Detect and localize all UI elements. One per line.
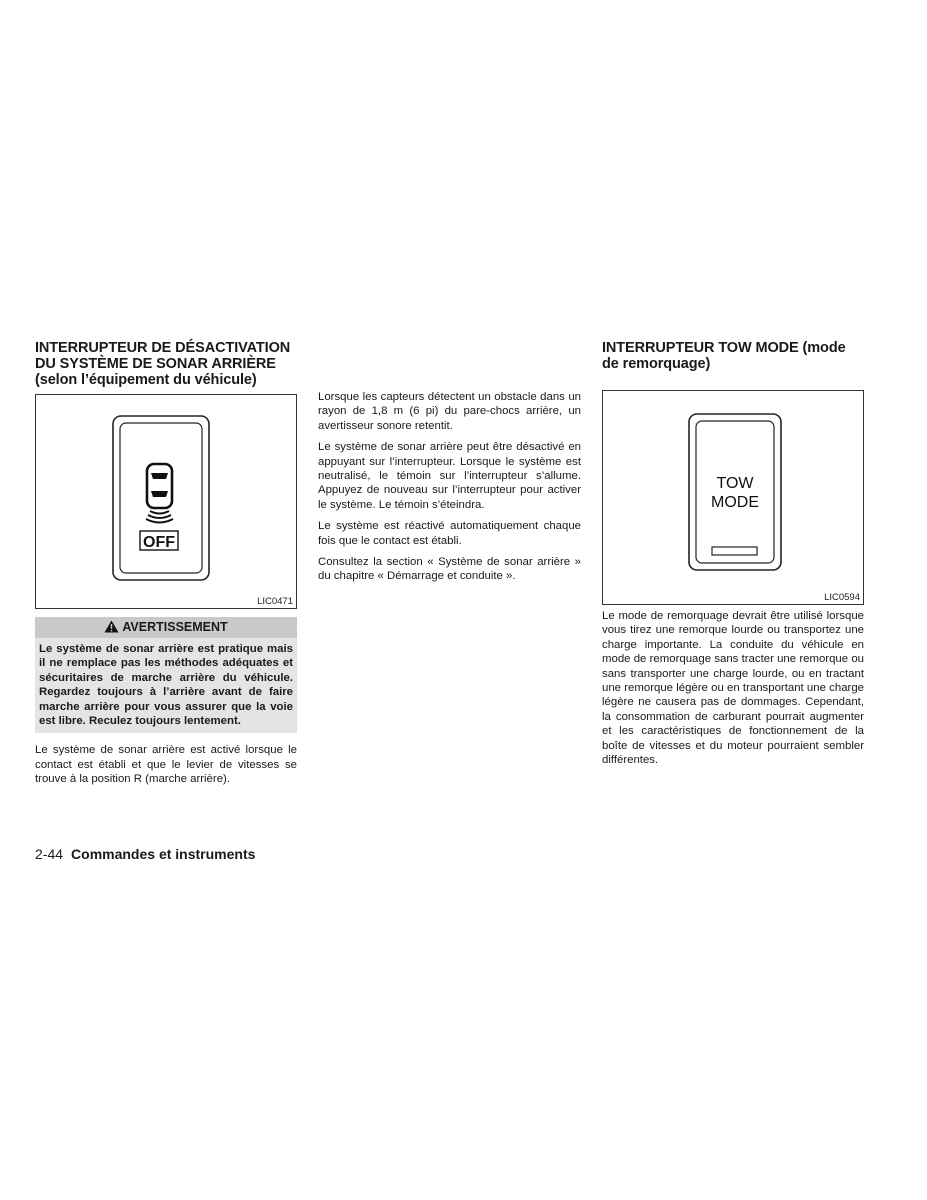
paragraph: Le mode de remorquage devrait être utilisé lorsque vous tirez une remorque lourde ou transportez une charge importante. La conduite du véhicule en mode de remorquage sans tracter une remorque ou sans transporter une charge lourde, ou en tractant une remorque légère ou en transportant une charge légère ne causera pas de dommages. Cependant, la consommation de carburant pourrait augmenter et les caractéristiques de fonctionnement de la boîte de vitesses et du moteur pourraient sembler différentes. xyxy=(602,610,864,767)
tow-mode-switch-figure xyxy=(602,390,864,605)
warning-triangle-icon xyxy=(104,620,119,633)
paragraph: Lorsque les capteurs détectent un obstacle dans un rayon de 1,8 m (6 pi) du pare-chocs arrière, un avertisseur sonore retentit. xyxy=(318,391,581,432)
paragraph: Le système de sonar arrière est activé lorsque le contact est établi et que le levier de vitesses se trouve à la position R (marche arrière). xyxy=(35,744,297,786)
figure-code: LIC0471 xyxy=(257,596,293,607)
heading-line: de remorquage) xyxy=(602,356,711,372)
left-column xyxy=(35,340,297,794)
heading-line-suffix: (mode xyxy=(798,340,846,356)
paragraph: Le système est réactivé automatiquement chaque fois que le contact est établi. xyxy=(318,520,581,547)
page-number: 2-44 xyxy=(35,846,64,862)
heading-line: (selon l’équipement du véhicule) xyxy=(35,372,257,388)
heading-line: INTERRUPTEUR DE DÉSACTIVATION xyxy=(35,340,291,356)
tow-label: TOW xyxy=(716,475,754,492)
right-column xyxy=(602,340,864,774)
sonar-off-switch-illustration xyxy=(36,395,296,608)
middle-column xyxy=(318,390,581,591)
warning-title: AVERTISSEMENT xyxy=(122,620,228,634)
section-heading-sonar xyxy=(35,340,297,388)
paragraph: Consultez la section « Système de sonar arrière » du chapitre « Démarrage et conduite ». xyxy=(318,556,581,583)
chapter-title: Commandes et instruments xyxy=(71,846,256,862)
paragraph: Le système de sonar arrière peut être désactivé en appuyant sur l’interrupteur. Lorsque le système est neutralisé, le témoin sur l’interrupteur s’allume. Appuyez de nouveau sur l’interrupteur pour activer le système. Le témoin s’éteindra. xyxy=(318,441,581,511)
tow-mode-switch-illustration xyxy=(603,391,863,604)
figure-code: LIC0594 xyxy=(824,592,860,603)
warning-text: Le système de sonar arrière est pratique mais il ne remplace pas les méthodes adéquates et sécuritaires de marche arrière du véhicule. Regardez toujours à l’arrière avant de faire marche arrière pour vous assurer que la voie est libre. Reculez toujours lentement. xyxy=(35,638,297,733)
warning-header xyxy=(35,617,297,638)
section-heading-tow-mode xyxy=(602,340,864,372)
heading-line: INTERRUPTEUR TOW MODE xyxy=(602,340,799,356)
mode-label: MODE xyxy=(711,494,759,511)
indicator-light xyxy=(712,547,757,555)
sonar-switch-figure xyxy=(35,394,297,609)
page-footer xyxy=(35,846,255,862)
off-label: OFF xyxy=(143,534,175,551)
heading-line: DU SYSTÈME DE SONAR ARRIÈRE xyxy=(35,356,276,372)
